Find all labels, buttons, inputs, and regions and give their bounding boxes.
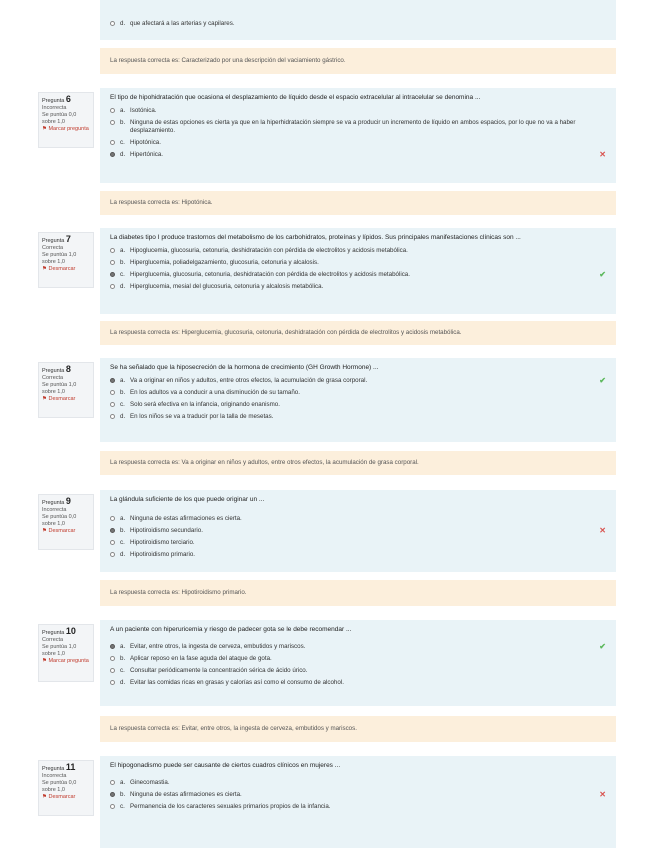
feedback-box: La respuesta correcta es: Evitar, entre otros, la ingesta de cerveza, embutidos y mariscos. [100, 716, 616, 742]
question-state: Correcta [42, 637, 64, 643]
answer-option[interactable]: b. Hipotiroidismo secundario. ✕ [110, 527, 606, 535]
question-score: Se puntúa 1,0 sobre 1,0 [42, 382, 77, 395]
incorrect-icon: ✕ [599, 526, 606, 535]
question-text: A un paciente con hiperuricemia y riesgo de padecer gota se le debe recomendar ... [110, 626, 352, 633]
correct-icon: ✔ [599, 642, 606, 651]
radio-button[interactable] [110, 378, 115, 383]
question-text: El hipogonadismo puede ser causante de ciertos cuadros clínicos en mujeres ... [110, 762, 341, 769]
answer-option[interactable]: c. Hipotiroidismo terciario. [110, 539, 606, 547]
flag-question-link[interactable]: ⚑ Desmarcar [42, 396, 76, 402]
radio-button[interactable] [110, 528, 115, 533]
flag-question-link[interactable]: ⚑ Desmarcar [42, 794, 76, 800]
answer-option[interactable]: b. Aplicar reposo en la fase aguda del ataque de gota. [110, 655, 606, 663]
question-state: Incorrecta [42, 105, 67, 111]
answer-option[interactable]: b. Ninguna de estas afirmaciones es cierta. ✕ [110, 791, 606, 799]
question-score: Se puntúa 0,0 sobre 1,0 [42, 780, 77, 793]
question-7-content [100, 228, 616, 314]
radio-button[interactable] [110, 516, 115, 521]
answer-option[interactable]: a. Evitar, entre otros, la ingesta de cerveza, embutidos y mariscos. ✔ [110, 643, 606, 651]
question-state: Correcta [42, 375, 64, 381]
correct-icon: ✔ [599, 270, 606, 279]
answer-option[interactable]: b. Hiperglucemia, poliadelgazamiento, glucosuria, cetonuria y alcalosis. [110, 259, 606, 267]
answer-option[interactable]: a. Ginecomastia. [110, 779, 606, 787]
radio-button[interactable] [110, 140, 115, 145]
radio-button[interactable] [110, 552, 115, 557]
radio-button[interactable] [110, 792, 115, 797]
radio-button[interactable] [110, 402, 115, 407]
question-score: Se puntúa 0,0 sobre 1,0 [42, 112, 77, 125]
flag-icon: ⚑ [42, 126, 47, 132]
radio-button[interactable] [110, 644, 115, 649]
question-info: Pregunta 9 Incorrecta Se puntúa 0,0 sobre 1,0 ⚑ Desmarcar [38, 494, 94, 550]
answer-option[interactable]: b. Ninguna de estas opciones es cierta ya que en la hiperhidratación siempre se va a producir un incremento de líquido en ambos espacios, por lo que no va a haber desplazamiento. [110, 119, 606, 135]
flag-icon: ⚑ [42, 794, 47, 800]
flag-question-link[interactable]: ⚑ Marcar pregunta [42, 658, 89, 664]
answer-option[interactable]: d. En los niños se va a traducir por la talla de mesetas. [110, 413, 606, 421]
question-text: La glándula suficiente de los que puede originar un ... [110, 496, 265, 503]
feedback-box: La respuesta correcta es: Hipotiroidismo primario. [100, 580, 616, 606]
question-text: La diabetes tipo I produce trastornos del metabolismo de los carbohidratos, proteínas y lípidos. Sus principales manifestaciones clínicas son ... [110, 234, 521, 241]
radio-button[interactable] [110, 680, 115, 685]
radio-button[interactable] [110, 668, 115, 673]
radio-button[interactable] [110, 260, 115, 265]
question-score: Se puntúa 1,0 sobre 1,0 [42, 644, 77, 657]
feedback-box: La respuesta correcta es: Hipotónica. [100, 191, 616, 215]
answer-option[interactable]: c. Hipotónica. [110, 139, 606, 147]
radio-button[interactable] [110, 108, 115, 113]
answer-option[interactable]: d. Hipotiroidismo primario. [110, 551, 606, 559]
question-6-content [100, 88, 616, 183]
answer-option[interactable]: c. Consultar periódicamente la concentración sérica de ácido úrico. [110, 667, 606, 675]
answer-option[interactable]: d. que afectará a las arterias y capilares. [110, 20, 606, 28]
question-info: Pregunta 8 Correcta Se puntúa 1,0 sobre 1,0 ⚑ Desmarcar [38, 362, 94, 418]
answer-option[interactable]: a. Va a originar en niños y adultos, entre otros efectos, la acumulación de grasa corporal. ✔ [110, 377, 606, 385]
radio-button[interactable] [110, 540, 115, 545]
question-state: Correcta [42, 245, 64, 251]
radio-button[interactable] [110, 414, 115, 419]
question-info: Pregunta 11 Incorrecta Se puntúa 0,0 sobre 1,0 ⚑ Desmarcar [38, 760, 94, 816]
flag-icon: ⚑ [42, 266, 47, 272]
incorrect-icon: ✕ [599, 150, 606, 159]
flag-question-link[interactable]: ⚑ Marcar pregunta [42, 126, 89, 132]
question-info: Pregunta 6 Incorrecta Se puntúa 0,0 sobre 1,0 ⚑ Marcar pregunta [38, 92, 94, 148]
feedback-box: La respuesta correcta es: Caracterizado por una descripción del vaciamiento gástrico. [100, 48, 616, 74]
question-info: Pregunta 7 Correcta Se puntúa 1,0 sobre 1,0 ⚑ Desmarcar [38, 232, 94, 288]
feedback-box: La respuesta correcta es: Va a originar en niños y adultos, entre otros efectos, la acumulación de grasa corporal. [100, 451, 616, 475]
answer-option[interactable]: d. Evitar las comidas ricas en grasas y calorías así como el consumo de alcohol. [110, 679, 606, 687]
answer-option[interactable]: a. Isotónica. [110, 107, 606, 115]
answer-option[interactable]: d. Hiperglucemia, mesial del glucosuria, cetonuria y alcalosis metabólica. [110, 283, 606, 291]
answer-option[interactable]: b. En los adultos va a conducir a una disminución de su tamaño. [110, 389, 606, 397]
answer-option[interactable]: c. Hiperglucemia, glucosuria, cetonuria, deshidratación con pérdida de electrolitos y acidosis metabólica. ✔ [110, 271, 606, 279]
answer-option[interactable]: a. Hipoglucemia, glucosuria, cetonuria, deshidratación con pérdida de electrolitos y acidosis metabólica. [110, 247, 606, 255]
radio-button[interactable] [110, 780, 115, 785]
radio-button[interactable] [110, 21, 115, 26]
question-info: Pregunta 10 Correcta Se puntúa 1,0 sobre 1,0 ⚑ Marcar pregunta [38, 624, 94, 682]
radio-button[interactable] [110, 152, 115, 157]
correct-icon: ✔ [599, 376, 606, 385]
question-score: Se puntúa 0,0 sobre 1,0 [42, 514, 77, 527]
answer-option[interactable]: c. Solo será efectiva en la infancia, originando enanismo. [110, 401, 606, 409]
question-text: Se ha señalado que la hiposecreción de la hormona de crecimiento (GH Growth Hormone) ... [110, 364, 379, 371]
question-11-content [100, 756, 616, 848]
radio-button[interactable] [110, 272, 115, 277]
answer-option[interactable]: c. Permanencia de los caracteres sexuales primarios propios de la infancia. [110, 803, 606, 811]
answer-option[interactable]: d. Hipertónica. ✕ [110, 151, 606, 159]
flag-question-link[interactable]: ⚑ Desmarcar [42, 528, 76, 534]
question-state: Incorrecta [42, 507, 67, 513]
flag-icon: ⚑ [42, 528, 47, 534]
answer-option[interactable]: a. Ninguna de estas afirmaciones es cierta. [110, 515, 606, 523]
flag-icon: ⚑ [42, 396, 47, 402]
question-score: Se puntúa 1,0 sobre 1,0 [42, 252, 77, 265]
radio-button[interactable] [110, 390, 115, 395]
feedback-box: La respuesta correcta es: Hiperglucemia, glucosuria, cetonuria, deshidratación con pérdida de electrolitos y acidosis metabólica. [100, 321, 616, 345]
flag-question-link[interactable]: ⚑ Desmarcar [42, 266, 76, 272]
question-10-content [100, 620, 616, 706]
radio-button[interactable] [110, 656, 115, 661]
radio-button[interactable] [110, 804, 115, 809]
question-text: El tipo de hipohidratación que ocasiona el desplazamiento de líquido desde el espacio extracelular al intracelular se denomina ... [110, 94, 481, 101]
incorrect-icon: ✕ [599, 790, 606, 799]
radio-button[interactable] [110, 120, 115, 125]
question-9-content [100, 490, 616, 572]
radio-button[interactable] [110, 284, 115, 289]
radio-button[interactable] [110, 248, 115, 253]
question-5-content [100, 0, 616, 40]
question-8-content [100, 358, 616, 442]
question-state: Incorrecta [42, 773, 67, 779]
flag-icon: ⚑ [42, 658, 47, 664]
